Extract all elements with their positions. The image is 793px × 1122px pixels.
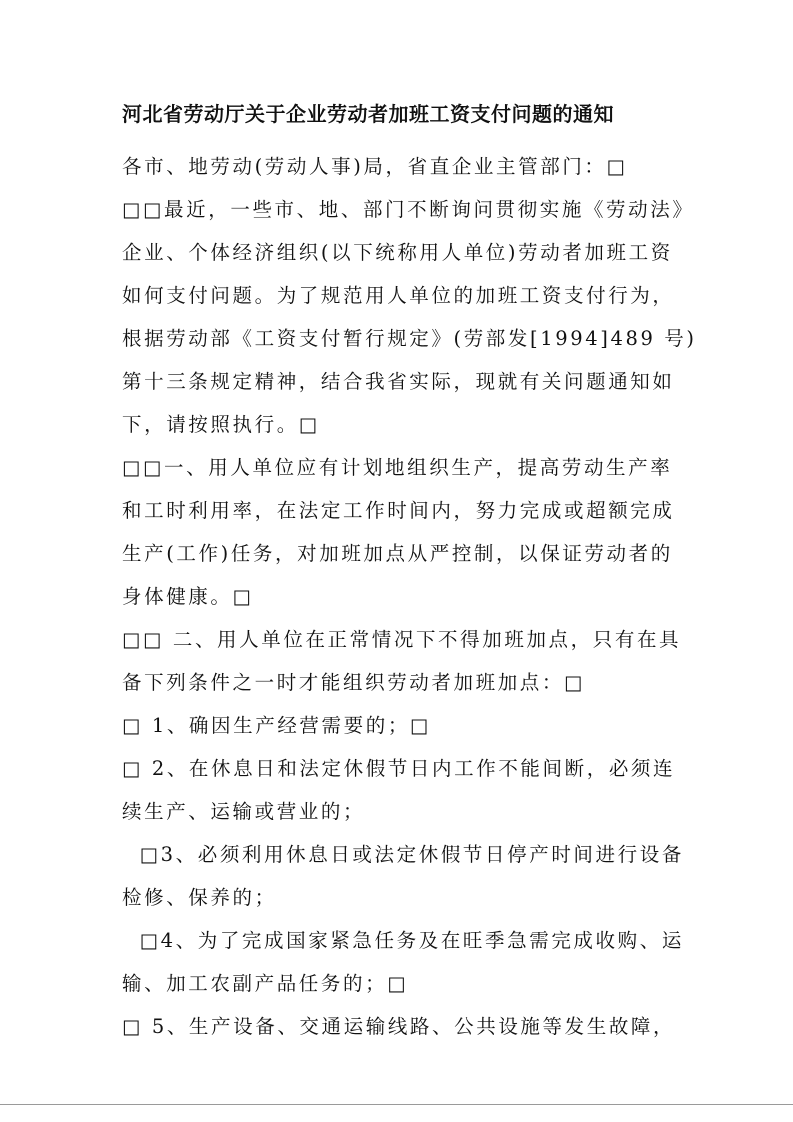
paragraph-line: □4、为了完成国家紧急任务及在旺季急需完成收购、运 — [122, 929, 684, 952]
paragraph-line: □ 5、生产设备、交通运输线路、公共设施等发生故障， — [122, 1015, 676, 1038]
paragraph-line: 身体健康。□ — [122, 585, 254, 608]
paragraph-line: 检修、保养的； — [122, 886, 277, 909]
page-bottom-rule — [0, 1104, 793, 1105]
paragraph-line: □□ 二、用人单位在正常情况下不得加班加点，只有在具 — [122, 628, 682, 651]
paragraph-line: 和工时利用率，在法定工作时间内，努力完成或超额完成 — [122, 499, 675, 522]
paragraph-line: 根据劳动部《工资支付暂行规定》(劳部发[1994]489 号) — [122, 327, 697, 350]
paragraph-line: 续生产、运输或营业的； — [122, 800, 366, 823]
paragraph-line: 如何支付问题。为了规范用人单位的加班工资支付行为， — [122, 284, 675, 307]
paragraph-line: 下，请按照执行。□ — [122, 413, 320, 436]
paragraph-line: □ 1、确因生产经营需要的；□ — [122, 714, 431, 737]
paragraph-line: 输、加工农副产品任务的；□ — [122, 972, 409, 995]
paragraph-line: 企业、个体经济组织(以下统称用人单位)劳动者加班工资 — [122, 241, 673, 264]
paragraph-line: 第十三条规定精神，结合我省实际，现就有关问题通知如 — [122, 370, 675, 393]
paragraph-line: 生产(工作)任务，对加班加点从严控制，以保证劳动者的 — [122, 542, 673, 565]
paragraph-line: □□最近，一些市、地、部门不断询问贯彻实施《劳动法》 — [122, 198, 695, 221]
paragraph-line: □□一、用人单位应有计划地组织生产，提高劳动生产率 — [122, 456, 673, 479]
document-title: 河北省劳动厅关于企业劳动者加班工资支付问题的通知 — [122, 102, 614, 126]
paragraph-line: □3、必须利用休息日或法定休假节日停产时间进行设备 — [122, 843, 684, 866]
paragraph-line: □ 2、在休息日和法定休假节日内工作不能间断，必须连 — [122, 757, 676, 780]
paragraph-line: 各市、地劳动(劳动人事)局，省直企业主管部门：□ — [122, 155, 628, 178]
paragraph-line: 备下列条件之一时才能组织劳动者加班加点：□ — [122, 671, 586, 694]
